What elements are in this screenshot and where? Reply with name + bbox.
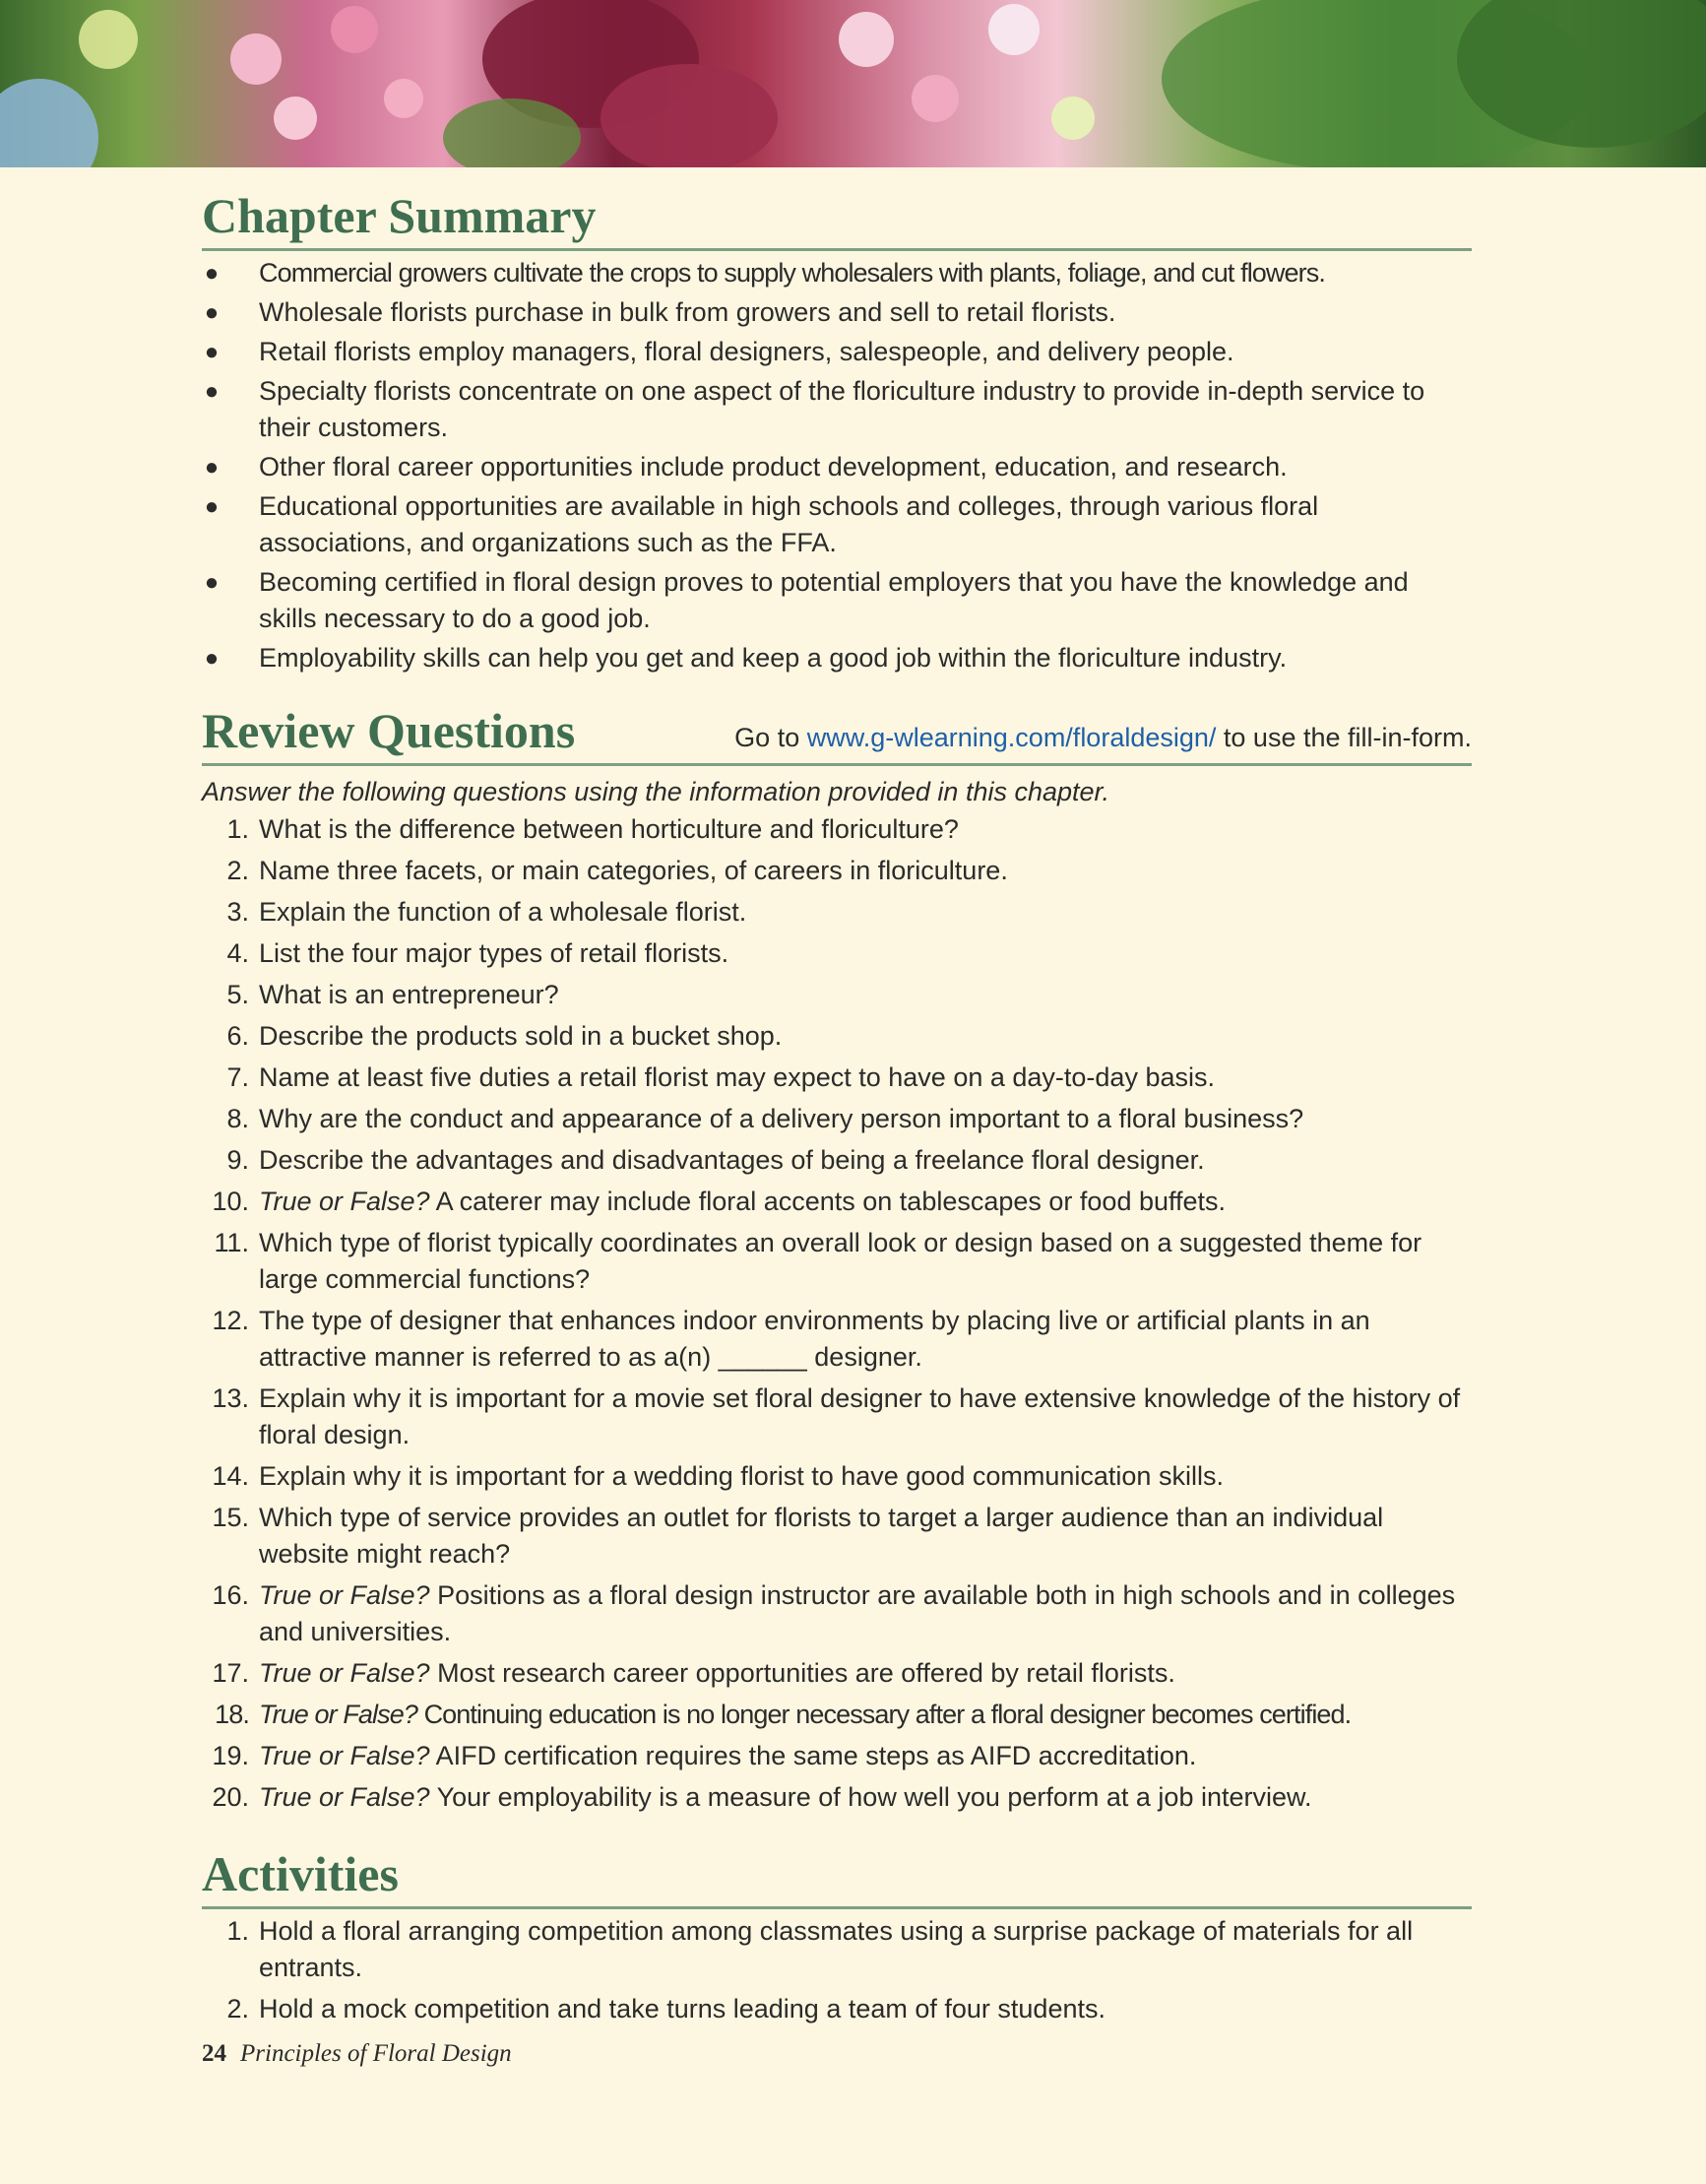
heading-rule — [202, 763, 1472, 766]
heading-rule — [202, 248, 1472, 251]
question-number: 4. — [226, 938, 249, 968]
chapter-summary-heading: Chapter Summary — [202, 188, 597, 243]
summary-item — [202, 294, 1472, 331]
bullet-icon: ● — [204, 493, 220, 520]
activity-list — [202, 1913, 1472, 2027]
question-number: 16. — [212, 1580, 249, 1610]
question-lead: True or False? — [259, 1741, 430, 1770]
question-text: Your employability is a measure of how well you perform at a job interview. — [429, 1782, 1312, 1812]
summary-item — [202, 564, 1472, 637]
question-text: Describe the advantages and disadvantages of being a freelance floral designer. — [259, 1145, 1205, 1175]
header-flower-photo — [0, 0, 1706, 167]
question-number: 10. — [212, 1187, 249, 1216]
question-text: Most research career opportunities are offered by retail florists. — [429, 1658, 1175, 1688]
question-text: What is an entrepreneur? — [259, 980, 559, 1009]
activity-number: 2. — [226, 1994, 249, 2023]
question-lead: True or False? — [259, 1658, 430, 1688]
summary-list — [202, 255, 1472, 676]
summary-item — [202, 255, 1472, 291]
review-question — [202, 1500, 1472, 1573]
question-text: Which type of florist typically coordinates an overall look or design based on a suggested theme for large commercial functions? — [259, 1228, 1422, 1294]
question-text: Why are the conduct and appearance of a delivery person important to a floral business? — [259, 1104, 1304, 1133]
summary-item-text: Educational opportunities are available in high schools and colleges, through various floral associations, and organizations such as the FFA. — [259, 491, 1319, 557]
question-lead: True or False? — [259, 1580, 430, 1610]
question-number: 18. — [215, 1700, 249, 1729]
review-question — [202, 1779, 1472, 1816]
question-number: 19. — [212, 1741, 249, 1770]
question-number: 13. — [212, 1383, 249, 1413]
summary-item-text: Commercial growers cultivate the crops to supply wholesalers with plants, foliage, and cut flowers. — [259, 258, 1325, 288]
question-text: What is the difference between horticulture and floriculture? — [259, 814, 959, 844]
page-footer — [202, 2040, 512, 2068]
review-questions-header — [202, 702, 1472, 759]
review-question — [202, 1225, 1472, 1298]
summary-item — [202, 488, 1472, 561]
page-number: 24 — [202, 2040, 226, 2067]
review-question — [202, 935, 1472, 972]
question-text: Which type of service provides an outlet for florists to target a larger audience than an individual website might reach? — [259, 1503, 1384, 1569]
question-text: A caterer may include floral accents on tablescapes or food buffets. — [429, 1187, 1227, 1216]
review-question — [202, 894, 1472, 931]
question-lead: True or False? — [259, 1700, 417, 1729]
bullet-icon: ● — [204, 454, 220, 481]
summary-item-text: Wholesale florists purchase in bulk from growers and sell to retail florists. — [259, 297, 1116, 327]
question-number: 8. — [226, 1104, 249, 1133]
question-lead: True or False? — [259, 1782, 430, 1812]
heading-rule — [202, 1906, 1472, 1909]
g-wlearning-link[interactable]: www.g-wlearning.com/floraldesign/ — [806, 723, 1217, 752]
review-question — [202, 1738, 1472, 1774]
book-title: Principles of Floral Design — [240, 2040, 512, 2067]
question-text: Explain why it is important for a wedding florist to have good communication skills. — [259, 1461, 1224, 1491]
review-question — [202, 1142, 1472, 1179]
review-question — [202, 1458, 1472, 1495]
question-number: 12. — [212, 1306, 249, 1335]
summary-item-text: Employability skills can help you get and keep a good job within the floriculture industry. — [259, 643, 1288, 673]
question-number: 20. — [212, 1782, 249, 1812]
bullet-icon: ● — [204, 339, 220, 365]
review-question — [202, 1303, 1472, 1376]
question-text: Name three facets, or main categories, of careers in floriculture. — [259, 856, 1008, 885]
question-lead: True or False? — [259, 1187, 430, 1216]
summary-item — [202, 373, 1472, 446]
review-question — [202, 1018, 1472, 1055]
question-text: The type of designer that enhances indoor environments by placing live or artificial plants in an attractive manner is referred to as a(n) ______ designer. — [259, 1306, 1370, 1372]
fill-in-form-note — [734, 718, 1472, 759]
question-text: Name at least five duties a retail florist may expect to have on a day-to-day basis. — [259, 1062, 1215, 1092]
question-number: 9. — [226, 1145, 249, 1175]
question-number: 14. — [212, 1461, 249, 1491]
summary-item — [202, 449, 1472, 485]
summary-item-text: Retail florists employ managers, floral designers, salespeople, and delivery people. — [259, 337, 1234, 366]
review-question — [202, 1060, 1472, 1096]
activity-item — [202, 1991, 1472, 2027]
goto-prefix: Go to — [734, 723, 807, 752]
review-question — [202, 1577, 1472, 1650]
summary-item — [202, 334, 1472, 370]
review-question — [202, 811, 1472, 848]
bullet-icon: ● — [204, 569, 220, 596]
question-number: 6. — [226, 1021, 249, 1051]
bullet-icon: ● — [204, 645, 220, 672]
page-content — [202, 187, 1472, 2032]
activity-text: Hold a floral arranging competition among classmates using a surprise package of materials for all entrants. — [259, 1916, 1414, 1982]
review-instructions: Answer the following questions using the information provided in this chapter. — [202, 777, 1110, 806]
activity-number: 1. — [226, 1916, 249, 1946]
review-question — [202, 1184, 1472, 1220]
summary-item-text: Specialty florists concentrate on one aspect of the floriculture industry to provide in-depth service to their customers. — [259, 376, 1425, 442]
review-question — [202, 1655, 1472, 1692]
review-question-list — [202, 811, 1472, 1816]
activities-heading: Activities — [202, 1846, 399, 1901]
bullet-icon: ● — [204, 378, 220, 405]
question-text: Positions as a floral design instructor are available both in high schools and in colleges and universities. — [259, 1580, 1456, 1646]
bullet-icon: ● — [204, 260, 220, 287]
summary-item-text: Becoming certified in floral design proves to potential employers that you have the knowledge and skills necessary to do a good job. — [259, 567, 1409, 633]
question-number: 2. — [226, 856, 249, 885]
question-number: 3. — [226, 897, 249, 927]
question-text: AIFD certification requires the same steps as AIFD accreditation. — [429, 1741, 1197, 1770]
question-number: 11. — [214, 1228, 249, 1257]
review-questions-heading: Review Questions — [202, 703, 576, 758]
question-text: Explain the function of a wholesale florist. — [259, 897, 747, 927]
summary-item — [202, 640, 1472, 676]
flower-photo-illustration — [0, 0, 1706, 167]
bullet-icon: ● — [204, 299, 220, 326]
goto-suffix: to use the fill-in-form. — [1216, 723, 1472, 752]
activity-item — [202, 1913, 1472, 1986]
review-question — [202, 1381, 1472, 1453]
activity-text: Hold a mock competition and take turns leading a team of four students. — [259, 1994, 1106, 2023]
question-text: List the four major types of retail florists. — [259, 938, 729, 968]
question-number: 5. — [226, 980, 249, 1009]
question-text: Continuing education is no longer necessary after a floral designer becomes certified. — [416, 1700, 1352, 1729]
question-text: Describe the products sold in a bucket shop. — [259, 1021, 783, 1051]
question-number: 7. — [226, 1062, 249, 1092]
review-question — [202, 853, 1472, 889]
question-number: 15. — [212, 1503, 249, 1532]
review-question — [202, 977, 1472, 1013]
review-question — [202, 1101, 1472, 1137]
review-question — [202, 1697, 1472, 1733]
question-text: Explain why it is important for a movie set floral designer to have extensive knowledge of the history of floral design. — [259, 1383, 1461, 1449]
question-number: 1. — [226, 814, 249, 844]
question-number: 17. — [212, 1658, 249, 1688]
summary-item-text: Other floral career opportunities include product development, education, and research. — [259, 452, 1288, 482]
